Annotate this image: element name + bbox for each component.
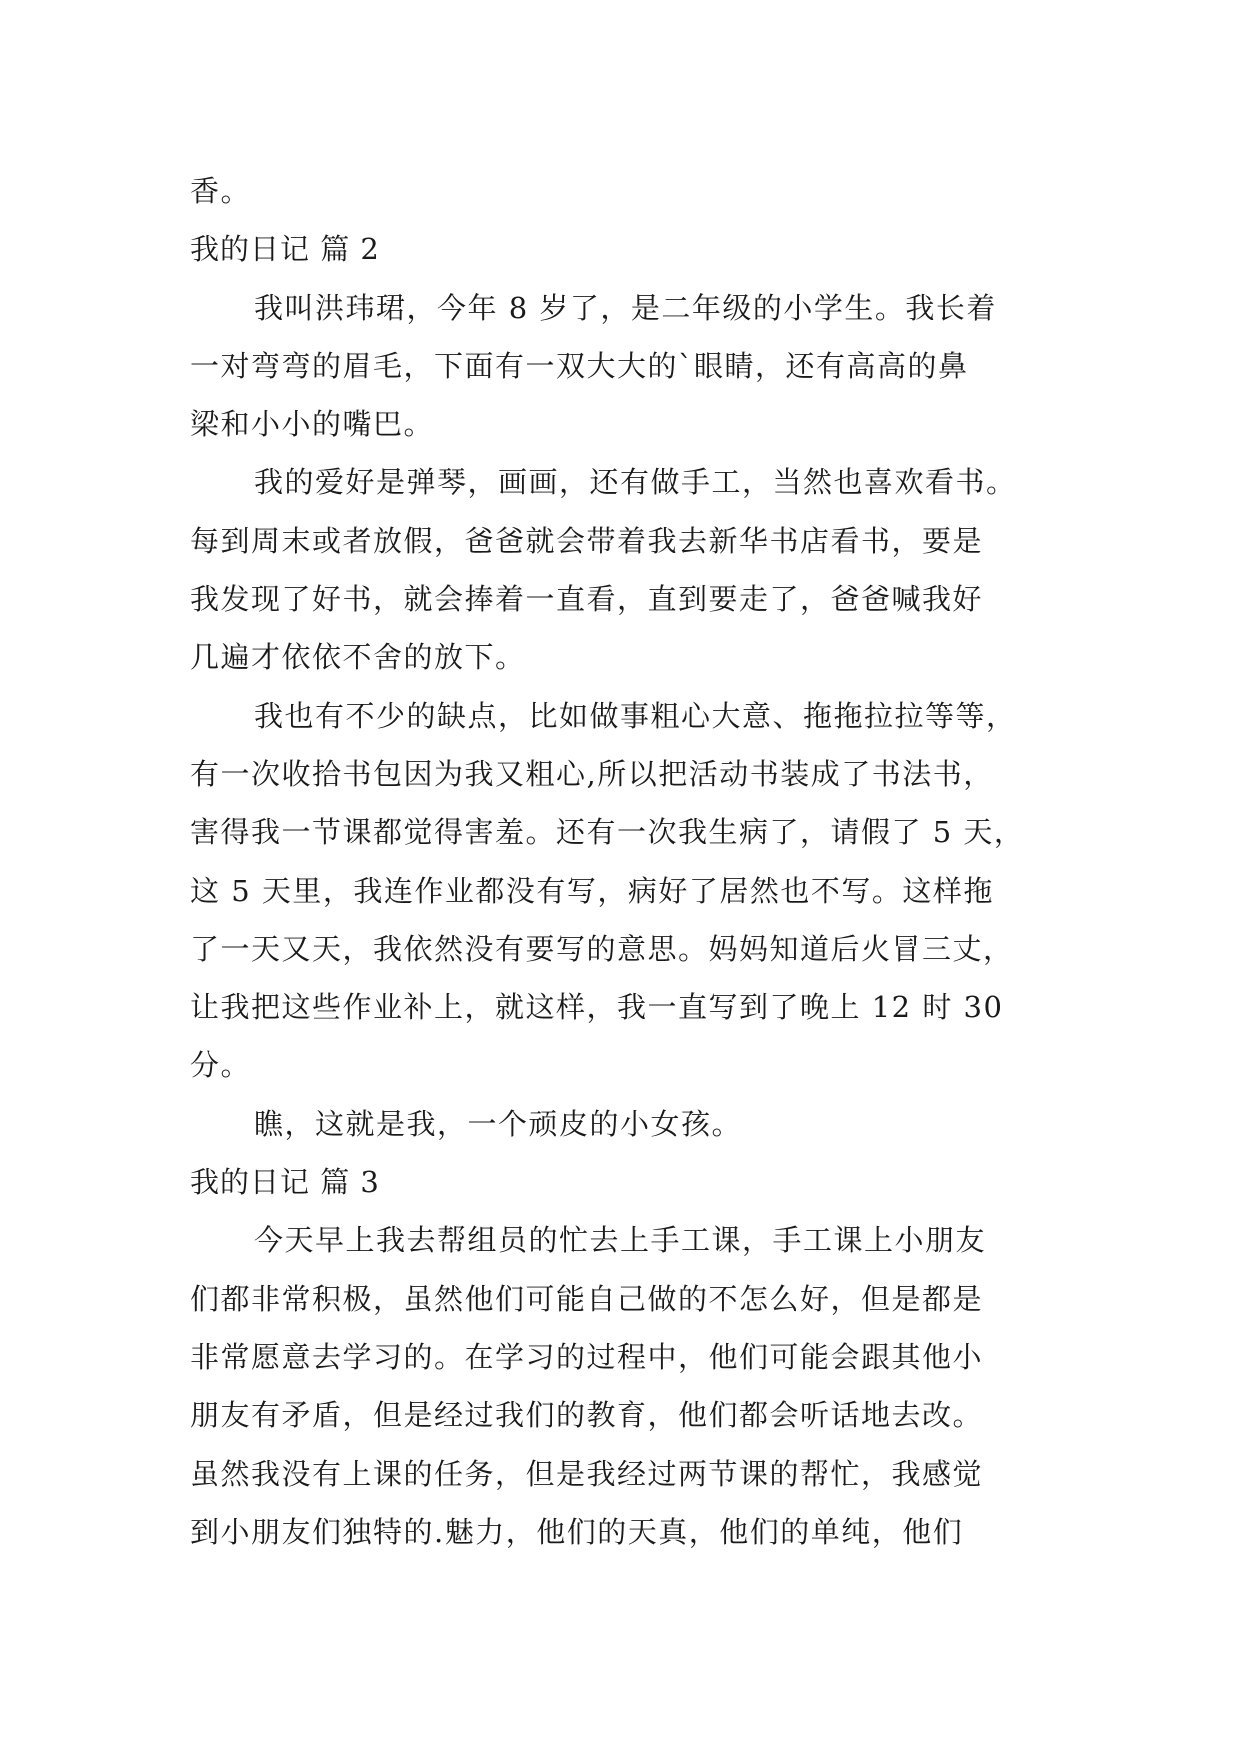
section-heading: 我的日记 篇 3 [190,1165,380,1200]
text-line: 让我把这些作业补上，就这样，我一直写到了晚上 12 时 30 [190,990,1004,1025]
text-line: 我发现了好书，就会捧着一直看，直到要走了，爸爸喊我好 [190,582,984,617]
text-line: 香。 [190,174,252,208]
text-line: 有一次收拾书包因为我又粗心,所以把活动书装成了书法书， [190,756,994,791]
text-line: 我也有不少的缺点，比如做事粗心大意、拖拖拉拉等等， [254,698,1017,733]
section-heading: 我的日记 篇 2 [190,232,380,267]
text-line: 我的爱好是弹琴，画画，还有做手工，当然也喜欢看书。 [254,465,1017,500]
text-line: 每到周末或者放假，爸爸就会带着我去新华书店看书，要是 [190,523,984,558]
text-line: 朋友有矛盾，但是经过我们的教育，他们都会听话地去改。 [190,1398,984,1433]
text-line: 了一天又天，我依然没有要写的意思。妈妈知道后火冒三丈， [190,931,1014,966]
text-line: 非常愿意去学习的。在学习的过程中，他们可能会跟其他小 [190,1339,984,1374]
text-line: 害得我一节课都觉得害羞。还有一次我生病了，请假了 5 天， [190,815,1025,850]
text-line: 这 5 天里，我连作业都没有写，病好了居然也不写。这样拖 [190,873,994,908]
text-line: 虽然我没有上课的任务，但是我经过两节课的帮忙，我感觉 [190,1456,984,1491]
text-line: 梁和小小的嘴巴。 [190,407,435,442]
text-line: 分。 [190,1048,252,1083]
document-page [190,162,1070,1561]
text-line: 几遍才依依不舍的放下。 [190,640,526,675]
text-line: 们都非常积极，虽然他们可能自己做的不怎么好，但是都是 [190,1281,984,1316]
text-line: 我叫洪玮珺，今年 8 岁了，是二年级的小学生。我长着 [254,290,997,325]
text-line: 瞧，这就是我，一个顽皮的小女孩。 [254,1106,743,1141]
text-line: 今天早上我去帮组员的忙去上手工课，手工课上小朋友 [254,1223,987,1258]
text-line: 一对弯弯的眉毛，下面有一双大大的`眼睛，还有高高的鼻 [190,348,969,383]
text-line: 到小朋友们独特的.魅力，他们的天真，他们的单纯，他们 [190,1514,964,1549]
